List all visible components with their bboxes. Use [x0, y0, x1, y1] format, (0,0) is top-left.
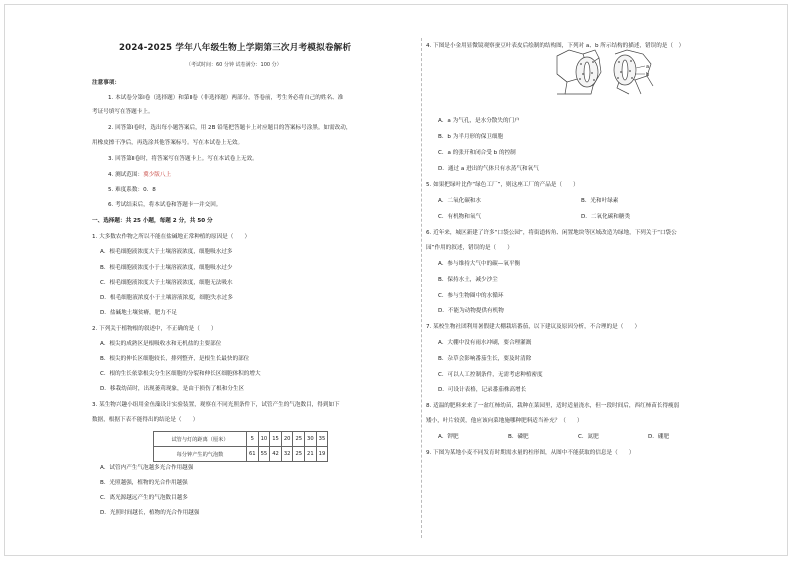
option-text: A．a 为气孔，是水分散失的门户	[438, 118, 520, 124]
option-text: A．钾肥	[438, 434, 459, 440]
data-table	[153, 431, 328, 462]
question-text: 1. 大多数农作物之所以不能在盐碱地正常种植的原因是（ ）	[92, 234, 251, 240]
notes-line: 5. 难度系数：0．8	[108, 187, 156, 193]
option-text: C．有机物和氧气	[438, 214, 482, 220]
option-text: D．移栽幼苗时，出现萎蔫现象，是由于损伤了根和分生区	[100, 386, 245, 392]
table-cell: 5	[247, 432, 259, 447]
notes-line: 考证号填写在答题卡上。	[92, 109, 154, 115]
question-text: 7. 某校生物社团利用暑假建大棚栽培番茄，以下建议及原因分析，不合理的是（ ）	[426, 324, 641, 330]
option-text: C．离光源越远产生的气泡数目越多	[100, 495, 188, 501]
test-scope: 冀少版八上	[143, 172, 172, 178]
stomata-figure	[555, 48, 655, 96]
question-text: 矮小，叶片较黄，他应该向菜地施哪种肥料适当补充？（ ）	[426, 418, 583, 424]
table-cell: 55	[258, 447, 270, 462]
table-cell: 32	[281, 447, 293, 462]
option-text: C．参与生物圈中的水循环	[438, 293, 504, 299]
option-text: B．杂草会影响番茄生长，要及时清除	[438, 356, 532, 362]
question-text: 6. 近年来，城区新建了许多“口袋公园”，将街道转角、闲置地块等区域改造为绿地，下列关于“口袋公	[426, 230, 677, 236]
question-text: 5. 如果把绿叶比作“绿色工厂”，则这座工厂的产品是（ ）	[426, 182, 579, 188]
option-text: A．二氧化碳和水	[438, 198, 481, 204]
notes-line: 6. 考试结束后，将本试卷和答题卡一并交回。	[108, 202, 222, 208]
option-text: D．可设计表格，记录番茄株高增长	[438, 387, 527, 393]
document-title: 2024-2025 学年八年级生物上学期第三次月考模拟卷解析	[119, 43, 352, 53]
table-cell: 20	[281, 432, 293, 447]
question-text: 9. 下图为某地小麦不同发育时期需水量的柱形图，从图中不能获取的信息是（ ）	[426, 450, 635, 456]
question-text: 2. 下列关于植物根的叙述中，不正确的是（ ）	[92, 326, 217, 332]
option-text: C．氮肥	[578, 434, 599, 440]
option-text: A．根尖的成熟区是根吸收水和无机盐的主要部位	[100, 341, 222, 347]
option-text: A．参与维持大气中的碳—氧平衡	[438, 261, 521, 267]
option-text: C．根的生长依靠根尖分生区细胞的分裂和伸长区细胞体积的增大	[100, 371, 261, 377]
table-cell: 25	[293, 432, 305, 447]
question-text: 数据，根据下表不能得出的结论是（ ）	[92, 417, 199, 423]
table-cell: 30	[305, 432, 317, 447]
table-cell: 19	[316, 447, 328, 462]
notes-line: 3. 回答第Ⅱ卷时，将答案写在答题卡上。写在本试卷上无效。	[108, 156, 258, 162]
option-text: B．磷肥	[508, 434, 529, 440]
option-text: B．根尖的伸长区细胞较长，排列整齐，是根生长最快的部位	[100, 356, 250, 362]
table-cell: 35	[316, 432, 328, 447]
question-text: 园”作用的叙述，错误的是（ ）	[426, 245, 513, 251]
figure-label-b: b	[646, 72, 650, 78]
option-text: D．通过 a 进出的气体只有水蒸气和氧气	[438, 166, 539, 172]
table-cell: 25	[293, 447, 305, 462]
option-text: B．光和叶绿素	[581, 198, 619, 204]
option-text: B．b 为半月形的保卫细胞	[438, 134, 504, 140]
question-text: 4. 下图是小金用显微镜观察蚕豆叶表皮后绘制的结构图，下列对 a、b 所示结构的描述，错误的是（ ）	[426, 43, 685, 49]
option-text: D．光照时间越长，植物的光合作用越强	[100, 510, 200, 516]
option-text: A．试管内产生气泡越多光合作用越强	[100, 465, 194, 471]
table-cell: 42	[270, 447, 282, 462]
option-text: A．大棚中没有雨水冲刷，要合理灌溉	[438, 340, 532, 346]
table-row	[154, 447, 328, 462]
option-text: D．硼肥	[648, 434, 670, 440]
option-text: B．光照越强，植物的光合作用越强	[100, 480, 188, 486]
notes-line: 1. 本试卷分第Ⅰ卷（选择题）和第Ⅱ卷（非选择题）两部分。答卷前，考生务必将自己的姓名、准	[108, 95, 344, 101]
option-text: B．根毛细胞液浓度小于土壤溶液浓度，细胞吸水过少	[100, 265, 233, 271]
notes-heading: 注意事项：	[92, 80, 120, 86]
option-text: D．不能为动物提供有机物	[438, 308, 504, 314]
table-cell: 10	[258, 432, 270, 447]
option-text: D．二氧化碳和糖类	[581, 214, 631, 220]
option-text: B．保持水土，减少沙尘	[438, 277, 498, 283]
table-cell: 15	[270, 432, 282, 447]
section-heading: 一、选择题：共 25 小题，每题 2 分，共 50 分	[92, 218, 213, 224]
question-text: 3. 某生物兴趣小组用金鱼藻设计实验装置，观察在不同光照条件下，试管产生的气泡数目，得到如下	[92, 402, 340, 408]
notes-line: 2. 回答第Ⅰ卷时，选出每小题答案后，用 2B 铅笔把答题卡上对应题目的答案标号涂黑。如需改动，	[108, 125, 352, 131]
table-cell: 61	[247, 447, 259, 462]
document-subtitle: （考试时间：60 分钟 试卷满分：100 分）	[186, 62, 282, 68]
column-divider	[421, 38, 422, 538]
option-text: C．a 的张开和闭合受 b 的控制	[438, 150, 516, 156]
table-cell: 试管与灯的距离（厘米）	[154, 432, 247, 447]
option-text: C．可以人工控制条件，无需考虑种植密度	[438, 372, 543, 378]
table-row	[154, 432, 328, 447]
table-cell: 21	[305, 447, 317, 462]
option-text: D．盐碱地土壤贫瘠，肥力不足	[100, 310, 178, 316]
notes-line: 用橡皮擦干净后，再选涂其他答案标号。写在本试卷上无效。	[92, 140, 244, 146]
option-text: D．根毛细胞液浓度小于土壤溶液浓度，细胞失水过多	[100, 295, 233, 301]
question-text: 8. 适温的肥料来来了一盆红柿幼苗，栽种在菜园里，适时适量浇水，但一段时间后，西红柿苗长得瘦弱	[426, 403, 680, 409]
table-cell: 每分钟产生的气泡数	[154, 447, 247, 462]
notes-line: 4. 测试范围：冀少版八上	[108, 172, 172, 178]
figure-label-a: a	[646, 64, 650, 70]
option-text: A．根毛细胞液浓度大于土壤溶液浓度，细胞吸水过多	[100, 249, 233, 255]
option-text: C．根毛细胞液浓度大于土壤溶液浓度，细胞无法吸水	[100, 280, 233, 286]
